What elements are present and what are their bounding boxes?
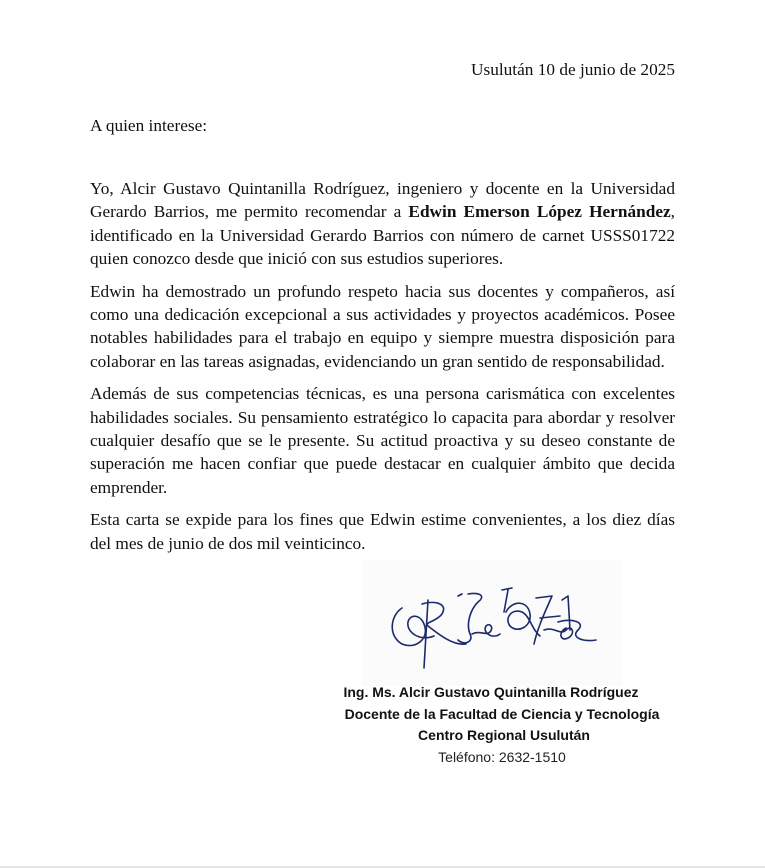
paragraph-1-end: , identificado en la Universidad Gerardo Barrios con número de carnet USSS01722 quien conozco desde que inició con sus estudios superiores.: [90, 202, 675, 269]
paragraph-recommendation: [90, 177, 675, 271]
letter-date: Usulután 10 de junio de 2025: [471, 60, 675, 79]
handwritten-signature: [362, 560, 622, 686]
paragraph-closing: Esta carta se expide para los fines que Edwin estime convenientes, a los diez días del mes de junio de dos mil veinticinco.: [90, 510, 675, 553]
signer-campus: Centro Regional Usulután: [418, 727, 590, 743]
paragraph-competencies: Además de sus competencias técnicas, es una persona carismática con excelentes habilidades sociales. Su pensamiento estratégico lo capacita para abordar y resolver cualquier desafío que se le presente. Su actitud proactiva y su deseo constante de superación me hacen confiar que puede destacar en cualquier ámbito que decida emprender.: [90, 384, 675, 497]
signature-block: [300, 682, 714, 768]
recommended-person-name: Edwin Emerson López Hernández: [408, 202, 671, 222]
signer-phone: Teléfono: 2632-1510: [438, 748, 566, 765]
letter-greeting: A quien interese:: [90, 116, 208, 135]
letter-body: [90, 177, 675, 564]
signature-icon: [362, 560, 622, 686]
paragraph-1-start: Yo, Alcir Gustavo Quintanilla Rodríguez, ingeniero y docente en la Universidad Gerardo Barrios, me permito recomendar a: [90, 179, 675, 222]
paragraph-attitude: Edwin ha demostrado un profundo respeto hacia sus docentes y compañeros, así como una dedicación excepcional a sus actividades y proyectos académicos. Posee notables habilidades para el trabajo en equipo y siempre muestra disposición para colaborar en las tareas asignadas, evidenciando un gran sentido de responsabilidad.: [90, 281, 675, 371]
signer-name: Ing. Ms. Alcir Gustavo Quintanilla Rodríguez: [343, 684, 639, 700]
signer-position: Docente de la Facultad de Ciencia y Tecnología: [344, 705, 660, 722]
